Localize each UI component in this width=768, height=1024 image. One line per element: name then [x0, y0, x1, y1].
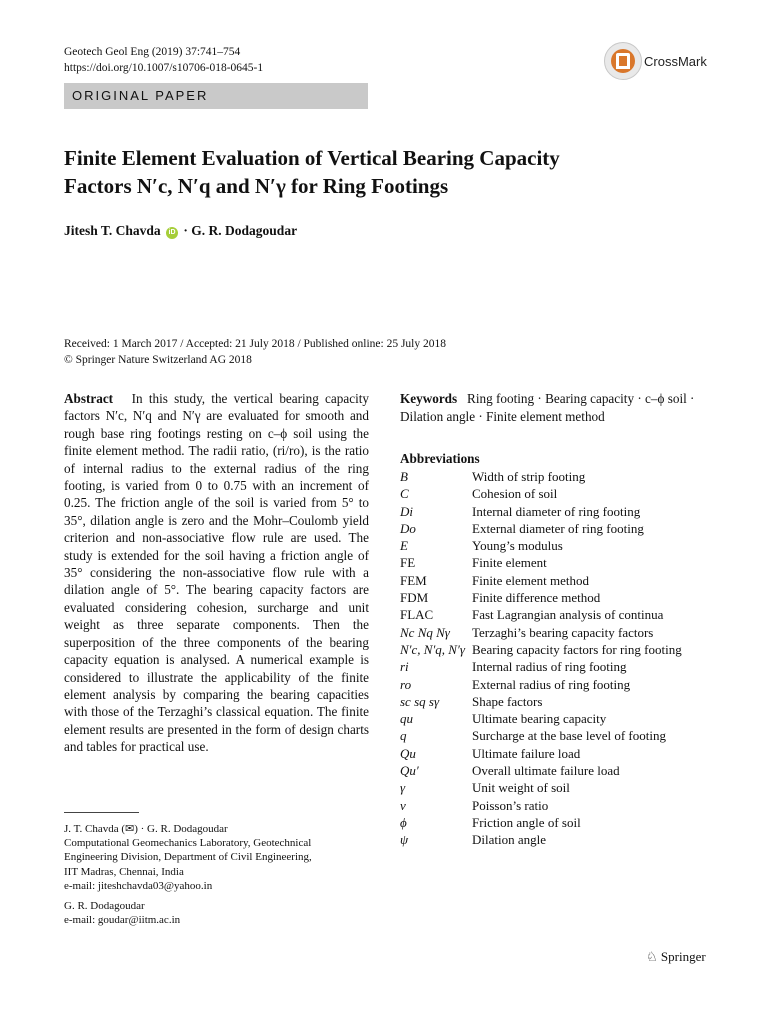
publisher-footer: [646, 949, 706, 965]
abbreviation-row: [400, 572, 720, 589]
abbreviation-definition: Finite element: [472, 555, 547, 571]
keywords-section: [400, 390, 705, 426]
abbreviation-definition: Shape factors: [472, 693, 543, 709]
abbreviation-row: [400, 520, 720, 537]
abstract-text: In this study, the vertical bearing capacity factors N′c, N′q and N′γ are evaluated for smooth and rough base ring footings resting on c–ϕ soil using the finite element method. The radii ratio, (ri/ro), is the ratio of internal radius to the external radius of the ring footing, is varied from 0 to 0.75 with an increment of 0.25. The friction angle of the soil is varied from 5° to 35°, dilation angle is zero and the Mohr–Coulomb yield criterion and non-associative flow rule are used. The study is extended for the soil having a friction angle of 35° considering the non-associative flow rule with a dilation angle of 5°. The bearing capacity factors are evaluated considering cohesion, surcharge and unit weight as three separate components. Then the superposition of the three components of the bearing capacity equation is analysed. A numerical example is considered to illustrate the applicability of the finite element analysis by comparing the bearing capacities with those of the Terzaghi’s classical equation. The finite element results are presented in the form of design charts and tables for practical use.: [64, 391, 369, 755]
abbreviation-row: [400, 554, 720, 571]
abbreviation-row: [400, 503, 720, 520]
affil-author-2: G. R. Dodagoudar: [64, 900, 145, 913]
paper-title: [64, 144, 704, 200]
abbreviation-term: FEM: [400, 572, 427, 588]
footnote-rule: [64, 812, 139, 813]
abstract-label: Abstract: [64, 391, 114, 406]
journal-citation: Geotech Geol Eng (2019) 37:741–754: [64, 46, 241, 58]
abbreviation-term: Di: [400, 503, 413, 519]
title-line-1: Finite Element Evaluation of Vertical Bearing Capacity: [64, 146, 560, 170]
abbreviation-definition: Overall ultimate failure load: [472, 763, 620, 779]
abbreviation-definition: Young’s modulus: [472, 538, 563, 554]
author-second[interactable]: G. R. Dodagoudar: [191, 223, 298, 238]
abbreviation-row: [400, 658, 720, 675]
abbreviation-definition: Surcharge at the base level of footing: [472, 728, 666, 744]
abbreviation-row: [400, 762, 720, 779]
affiliation-block: [64, 822, 312, 927]
keywords-text: Ring footing · Bearing capacity · c–ϕ soil · Dilation angle · Finite element method: [400, 391, 695, 424]
abbreviation-term: E: [400, 538, 408, 554]
abbreviation-definition: External diameter of ring footing: [472, 520, 644, 536]
abbreviation-term: sc sq sγ: [400, 693, 440, 709]
abstract-section: [64, 390, 369, 756]
abbreviation-row: [400, 537, 720, 554]
author-list: [64, 223, 297, 239]
abbreviation-term: C: [400, 486, 409, 502]
abbreviation-row: [400, 710, 720, 727]
abbreviation-term: ϕ: [400, 814, 407, 830]
abbreviation-term: q: [400, 728, 407, 744]
abbreviation-row: [400, 745, 720, 762]
abbreviation-definition: Dilation angle: [472, 832, 547, 848]
journal-header: [64, 44, 263, 76]
abbreviation-term: γ: [400, 780, 406, 796]
affil-division: Engineering Division, Department of Civil Engineering,: [64, 851, 312, 864]
affil-institute: IIT Madras, Chennai, India: [64, 865, 184, 878]
abbreviation-row: [400, 589, 720, 606]
abbreviation-definition: Ultimate failure load: [472, 745, 581, 761]
abbreviation-term: Do: [400, 520, 416, 536]
abbreviation-definition: Width of strip footing: [472, 469, 586, 484]
abbreviation-row: [400, 676, 720, 693]
abbreviation-row: [400, 641, 720, 658]
abbreviation-definition: Terzaghi’s bearing capacity factors: [472, 624, 654, 640]
abbreviation-row: [400, 779, 720, 796]
abbreviation-definition: External radius of ring footing: [472, 676, 631, 692]
abbreviation-definition: Unit weight of soil: [472, 780, 570, 796]
abbreviation-definition: Friction angle of soil: [472, 814, 581, 830]
abbreviation-term: FDM: [400, 590, 429, 606]
abbreviation-term: FE: [400, 555, 416, 571]
abbreviation-term: ri: [400, 659, 409, 675]
abbreviation-row: [400, 624, 720, 641]
title-line-2: Factors N′c, N′q and N′γ for Ring Footings: [64, 174, 449, 198]
abbreviation-definition: Poisson’s ratio: [472, 797, 549, 813]
author-separator: ·: [183, 223, 192, 238]
affil-email-1[interactable]: e-mail: jiteshchavda03@yahoo.in: [64, 879, 213, 892]
abbreviation-definition: Internal diameter of ring footing: [472, 503, 641, 519]
abbreviations-list: [400, 468, 720, 849]
crossmark-icon: [604, 42, 642, 80]
abbreviation-row: [400, 797, 720, 814]
crossmark-badge[interactable]: [604, 42, 707, 80]
publication-dates: [64, 336, 446, 368]
affil-email-2[interactable]: e-mail: goudar@iitm.ac.in: [64, 914, 181, 927]
copyright-line: © Springer Nature Switzerland AG 2018: [64, 354, 252, 366]
abbreviation-row: [400, 606, 720, 623]
abbreviation-definition: Finite difference method: [472, 590, 601, 606]
abbreviation-definition: Ultimate bearing capacity: [472, 711, 607, 727]
abbreviation-definition: Internal radius of ring footing: [472, 659, 627, 675]
abbreviation-row: [400, 693, 720, 710]
abbreviation-definition: Bearing capacity factors for ring footing: [472, 641, 682, 657]
abbreviation-row: [400, 727, 720, 744]
abbreviation-term: Nc Nq Nγ: [400, 624, 450, 640]
crossmark-label: CrossMark: [644, 54, 707, 69]
abbreviation-term: ro: [400, 676, 412, 692]
affil-authors: J. T. Chavda (✉) · G. R. Dodagoudar: [64, 823, 228, 835]
abbreviation-term: Qu: [400, 745, 416, 761]
publisher-name: Springer: [660, 949, 706, 964]
abbreviation-row: [400, 485, 720, 502]
abbreviation-row: [400, 468, 720, 485]
keywords-label: Keywords: [400, 391, 458, 406]
abbreviation-term: FLAC: [400, 607, 434, 623]
abbreviation-term: ν: [400, 797, 406, 813]
abbreviation-row: [400, 814, 720, 831]
abbreviation-term: qu: [400, 711, 413, 727]
abbreviations-title: Abbreviations: [400, 451, 480, 466]
abbreviation-definition: Fast Lagrangian analysis of continua: [472, 607, 664, 623]
article-type-band: ORIGINAL PAPER: [64, 83, 368, 109]
springer-horse-icon: ♘: [646, 949, 658, 964]
abbreviation-term: ψ: [400, 832, 409, 848]
abbreviation-definition: Cohesion of soil: [472, 486, 558, 502]
abbreviation-term: B: [400, 469, 408, 484]
abbreviation-row: [400, 831, 720, 848]
abbreviation-term: N′c, N′q, N′γ: [400, 641, 465, 657]
abbreviation-definition: Finite element method: [472, 572, 589, 588]
dates-line: Received: 1 March 2017 / Accepted: 21 July 2018 / Published online: 25 July 2018: [64, 338, 447, 350]
abbreviation-term: Qu′: [400, 763, 419, 779]
orcid-icon[interactable]: iD: [166, 227, 178, 239]
doi-link[interactable]: https://doi.org/10.1007/s10706-018-0645-1: [64, 62, 264, 74]
affil-lab: Computational Geomechanics Laboratory, Geotechnical: [64, 837, 312, 850]
author-first[interactable]: Jitesh T. Chavda: [64, 223, 161, 238]
